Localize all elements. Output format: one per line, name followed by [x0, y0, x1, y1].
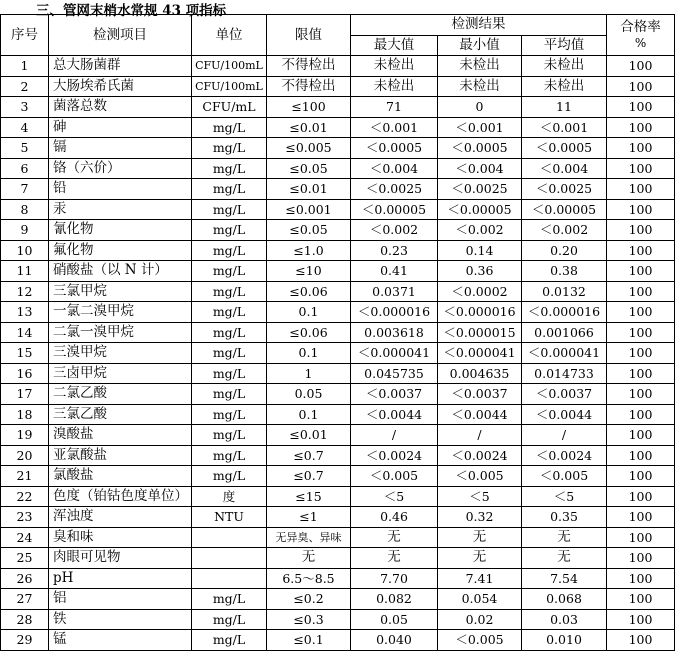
cell-item: 氰化物: [49, 220, 192, 241]
header-pass-rate-label: 合格率: [620, 19, 661, 35]
cell-max: ＜0.0044: [351, 404, 438, 425]
cell-seq: 9: [1, 220, 49, 241]
cell-max: ＜0.002: [351, 220, 438, 241]
cell-unit: mg/L: [192, 240, 267, 261]
cell-unit: mg/L: [192, 630, 267, 651]
cell-item: 铝: [49, 589, 192, 610]
cell-unit: mg/L: [192, 302, 267, 323]
cell-avg: ＜0.0025: [522, 179, 607, 200]
cell-limit: ≤0.01: [267, 425, 351, 446]
cell-min: ＜0.004: [438, 158, 522, 179]
cell-limit: 0.1: [267, 302, 351, 323]
cell-pass-rate: 100: [607, 199, 675, 220]
cell-seq: 26: [1, 568, 49, 589]
cell-item: 亚氯酸盐: [49, 445, 192, 466]
cell-seq: 5: [1, 138, 49, 159]
table-row: [1, 97, 675, 118]
cell-avg: 未检出: [522, 56, 607, 77]
cell-seq: 16: [1, 363, 49, 384]
cell-min: 未检出: [438, 76, 522, 97]
cell-avg: ＜0.002: [522, 220, 607, 241]
cell-avg: 0.068: [522, 589, 607, 610]
cell-item: 氟化物: [49, 240, 192, 261]
cell-limit: ≤0.05: [267, 220, 351, 241]
cell-unit: [192, 568, 267, 589]
cell-pass-rate: 100: [607, 138, 675, 159]
table-row: [1, 138, 675, 159]
cell-pass-rate: 100: [607, 220, 675, 241]
cell-avg: ＜5: [522, 486, 607, 507]
table-row: [1, 117, 675, 138]
cell-pass-rate: 100: [607, 158, 675, 179]
table-row: [1, 302, 675, 323]
cell-avg: 未检出: [522, 76, 607, 97]
header-result: 检测结果: [351, 15, 607, 36]
header-min: 最小值: [438, 35, 522, 56]
cell-pass-rate: 100: [607, 425, 675, 446]
cell-pass-rate: 100: [607, 343, 675, 364]
cell-max: ＜0.0037: [351, 384, 438, 405]
cell-avg: 0.010: [522, 630, 607, 651]
table-row: [1, 220, 675, 241]
cell-max: 7.70: [351, 568, 438, 589]
cell-limit: ≤0.06: [267, 322, 351, 343]
cell-limit: ≤0.001: [267, 199, 351, 220]
cell-unit: mg/L: [192, 425, 267, 446]
table-row: [1, 589, 675, 610]
table-row: [1, 76, 675, 97]
cell-unit: NTU: [192, 507, 267, 528]
cell-item: 臭和味: [49, 527, 192, 548]
cell-seq: 6: [1, 158, 49, 179]
cell-seq: 19: [1, 425, 49, 446]
cell-min: ＜0.0025: [438, 179, 522, 200]
cell-max: ＜0.0025: [351, 179, 438, 200]
header-seq: 序号: [1, 15, 49, 56]
cell-avg: ＜0.005: [522, 466, 607, 487]
cell-min: 0.02: [438, 609, 522, 630]
header-pass-rate: [607, 15, 675, 56]
cell-seq: 17: [1, 384, 49, 405]
cell-min: 0: [438, 97, 522, 118]
cell-limit: ≤0.2: [267, 589, 351, 610]
cell-unit: mg/L: [192, 158, 267, 179]
cell-pass-rate: 100: [607, 568, 675, 589]
cell-limit: ≤0.01: [267, 179, 351, 200]
table-row: [1, 179, 675, 200]
cell-min: ＜0.0024: [438, 445, 522, 466]
cell-max: 71: [351, 97, 438, 118]
cell-unit: [192, 548, 267, 569]
cell-item: 菌落总数: [49, 97, 192, 118]
cell-limit: ≤15: [267, 486, 351, 507]
cell-min: 未检出: [438, 56, 522, 77]
cell-min: ＜0.000015: [438, 322, 522, 343]
header-pass-rate-unit: %: [634, 36, 647, 50]
cell-seq: 29: [1, 630, 49, 651]
cell-pass-rate: 100: [607, 404, 675, 425]
cell-item: 铁: [49, 609, 192, 630]
cell-item: 浑浊度: [49, 507, 192, 528]
cell-avg: ＜0.00005: [522, 199, 607, 220]
cell-max: ＜0.005: [351, 466, 438, 487]
cell-avg: 无: [522, 548, 607, 569]
cell-item: 三氯甲烷: [49, 281, 192, 302]
table-body: [1, 56, 675, 651]
cell-pass-rate: 100: [607, 384, 675, 405]
cell-unit: mg/L: [192, 466, 267, 487]
cell-max: 0.46: [351, 507, 438, 528]
cell-avg: 0.20: [522, 240, 607, 261]
cell-seq: 11: [1, 261, 49, 282]
cell-unit: [192, 527, 267, 548]
table-row: [1, 404, 675, 425]
cell-avg: 0.0132: [522, 281, 607, 302]
cell-pass-rate: 100: [607, 302, 675, 323]
cell-seq: 3: [1, 97, 49, 118]
cell-pass-rate: 100: [607, 261, 675, 282]
table-row: [1, 261, 675, 282]
cell-unit: mg/L: [192, 343, 267, 364]
cell-avg: 0.001066: [522, 322, 607, 343]
cell-limit: 0.1: [267, 343, 351, 364]
cell-seq: 4: [1, 117, 49, 138]
cell-max: 0.0371: [351, 281, 438, 302]
cell-item: 砷: [49, 117, 192, 138]
table-row: [1, 486, 675, 507]
cell-unit: mg/L: [192, 220, 267, 241]
cell-max: ＜0.0005: [351, 138, 438, 159]
table-row: [1, 158, 675, 179]
cell-avg: 0.38: [522, 261, 607, 282]
cell-pass-rate: 100: [607, 322, 675, 343]
cell-unit: CFU/mL: [192, 97, 267, 118]
cell-min: ＜0.002: [438, 220, 522, 241]
cell-item: 色度（铂钴色度单位）: [49, 486, 192, 507]
header-unit: 单位: [192, 15, 267, 56]
cell-min: ＜0.0044: [438, 404, 522, 425]
cell-item: pH: [49, 568, 192, 589]
cell-seq: 28: [1, 609, 49, 630]
cell-pass-rate: 100: [607, 56, 675, 77]
cell-unit: 度: [192, 486, 267, 507]
cell-unit: mg/L: [192, 404, 267, 425]
cell-seq: 1: [1, 56, 49, 77]
cell-limit: ≤0.3: [267, 609, 351, 630]
cell-avg: 无: [522, 527, 607, 548]
cell-item: 溴酸盐: [49, 425, 192, 446]
cell-item: 二氯一溴甲烷: [49, 322, 192, 343]
cell-unit: mg/L: [192, 589, 267, 610]
cell-pass-rate: 100: [607, 630, 675, 651]
table-row: [1, 240, 675, 261]
cell-seq: 14: [1, 322, 49, 343]
cell-avg: ＜0.001: [522, 117, 607, 138]
cell-seq: 13: [1, 302, 49, 323]
cell-max: 0.040: [351, 630, 438, 651]
cell-avg: ＜0.0005: [522, 138, 607, 159]
cell-item: 肉眼可见物: [49, 548, 192, 569]
cell-unit: mg/L: [192, 138, 267, 159]
cell-min: 0.004635: [438, 363, 522, 384]
cell-min: 0.36: [438, 261, 522, 282]
cell-limit: ≤100: [267, 97, 351, 118]
cell-item: 大肠埃希氏菌: [49, 76, 192, 97]
cell-pass-rate: 100: [607, 76, 675, 97]
cell-min: 0.054: [438, 589, 522, 610]
table-row: [1, 445, 675, 466]
water-quality-table: [0, 14, 675, 651]
cell-limit: ≤1.0: [267, 240, 351, 261]
cell-seq: 25: [1, 548, 49, 569]
cell-pass-rate: 100: [607, 179, 675, 200]
cell-avg: 0.35: [522, 507, 607, 528]
cell-max: /: [351, 425, 438, 446]
cell-limit: 0.1: [267, 404, 351, 425]
cell-min: ＜0.001: [438, 117, 522, 138]
cell-max: 0.082: [351, 589, 438, 610]
cell-item: 三氯乙酸: [49, 404, 192, 425]
cell-pass-rate: 100: [607, 486, 675, 507]
cell-max: ＜5: [351, 486, 438, 507]
table-row: [1, 630, 675, 651]
cell-pass-rate: 100: [607, 117, 675, 138]
cell-avg: ＜0.000016: [522, 302, 607, 323]
cell-min: 0.14: [438, 240, 522, 261]
cell-pass-rate: 100: [607, 548, 675, 569]
cell-max: 0.003618: [351, 322, 438, 343]
cell-max: 0.045735: [351, 363, 438, 384]
cell-limit: ≤0.05: [267, 158, 351, 179]
cell-seq: 15: [1, 343, 49, 364]
cell-limit: ≤0.01: [267, 117, 351, 138]
cell-seq: 27: [1, 589, 49, 610]
cell-avg: ＜0.0037: [522, 384, 607, 405]
cell-max: 0.41: [351, 261, 438, 282]
cell-unit: CFU/100mL: [192, 56, 267, 77]
cell-item: 一氯二溴甲烷: [49, 302, 192, 323]
cell-limit: ≤0.1: [267, 630, 351, 651]
cell-unit: mg/L: [192, 609, 267, 630]
cell-max: ＜0.004: [351, 158, 438, 179]
cell-seq: 18: [1, 404, 49, 425]
cell-unit: mg/L: [192, 179, 267, 200]
cell-pass-rate: 100: [607, 466, 675, 487]
cell-min: ＜0.005: [438, 630, 522, 651]
table-row: [1, 322, 675, 343]
header-item: 检测项目: [49, 15, 192, 56]
cell-avg: /: [522, 425, 607, 446]
header-limit: 限值: [267, 15, 351, 56]
cell-pass-rate: 100: [607, 363, 675, 384]
cell-avg: ＜0.004: [522, 158, 607, 179]
cell-min: ＜0.000041: [438, 343, 522, 364]
cell-limit: ≤0.005: [267, 138, 351, 159]
cell-seq: 2: [1, 76, 49, 97]
cell-max: ＜0.001: [351, 117, 438, 138]
cell-limit: 6.5～8.5: [267, 568, 351, 589]
cell-pass-rate: 100: [607, 589, 675, 610]
cell-unit: CFU/100mL: [192, 76, 267, 97]
cell-pass-rate: 100: [607, 97, 675, 118]
cell-max: 未检出: [351, 56, 438, 77]
cell-seq: 24: [1, 527, 49, 548]
cell-seq: 20: [1, 445, 49, 466]
table-row: [1, 568, 675, 589]
table-row: [1, 363, 675, 384]
cell-item: 三溴甲烷: [49, 343, 192, 364]
cell-pass-rate: 100: [607, 527, 675, 548]
cell-limit: 不得检出: [267, 76, 351, 97]
table-title: 三、管网末梢水常规 43 项指标: [36, 3, 227, 19]
cell-item: 总大肠菌群: [49, 56, 192, 77]
cell-pass-rate: 100: [607, 609, 675, 630]
cell-min: ＜0.0002: [438, 281, 522, 302]
cell-limit: ≤0.7: [267, 466, 351, 487]
cell-pass-rate: 100: [607, 507, 675, 528]
cell-limit: 0.05: [267, 384, 351, 405]
cell-pass-rate: 100: [607, 281, 675, 302]
table-row: [1, 609, 675, 630]
cell-pass-rate: 100: [607, 445, 675, 466]
table-row: [1, 56, 675, 77]
table-row: [1, 199, 675, 220]
table-row: [1, 384, 675, 405]
cell-limit: 无异臭、异味: [267, 527, 351, 548]
cell-limit: ≤1: [267, 507, 351, 528]
cell-avg: 7.54: [522, 568, 607, 589]
table-row: [1, 425, 675, 446]
cell-unit: mg/L: [192, 117, 267, 138]
header-avg: 平均值: [522, 35, 607, 56]
cell-item: 硝酸盐（以 N 计）: [49, 261, 192, 282]
cell-min: 0.32: [438, 507, 522, 528]
cell-avg: ＜0.0024: [522, 445, 607, 466]
cell-seq: 21: [1, 466, 49, 487]
cell-unit: mg/L: [192, 384, 267, 405]
cell-avg: 11: [522, 97, 607, 118]
cell-min: 7.41: [438, 568, 522, 589]
cell-seq: 23: [1, 507, 49, 528]
cell-seq: 10: [1, 240, 49, 261]
cell-item: 镉: [49, 138, 192, 159]
cell-item: 铅: [49, 179, 192, 200]
cell-unit: mg/L: [192, 322, 267, 343]
cell-avg: 0.014733: [522, 363, 607, 384]
cell-min: ＜0.0037: [438, 384, 522, 405]
header-max: 最大值: [351, 35, 438, 56]
cell-max: ＜0.000041: [351, 343, 438, 364]
cell-item: 氯酸盐: [49, 466, 192, 487]
cell-max: 0.05: [351, 609, 438, 630]
table-row: [1, 466, 675, 487]
cell-limit: ≤0.06: [267, 281, 351, 302]
cell-limit: 不得检出: [267, 56, 351, 77]
cell-max: ＜0.00005: [351, 199, 438, 220]
cell-min: ＜5: [438, 486, 522, 507]
cell-unit: mg/L: [192, 363, 267, 384]
table-row: [1, 527, 675, 548]
cell-seq: 7: [1, 179, 49, 200]
cell-max: 未检出: [351, 76, 438, 97]
cell-unit: mg/L: [192, 199, 267, 220]
cell-seq: 12: [1, 281, 49, 302]
cell-min: ＜0.005: [438, 466, 522, 487]
table-row: [1, 343, 675, 364]
cell-item: 三卤甲烷: [49, 363, 192, 384]
cell-item: 锰: [49, 630, 192, 651]
cell-seq: 8: [1, 199, 49, 220]
cell-min: ＜0.000016: [438, 302, 522, 323]
table-row: [1, 507, 675, 528]
table-row: [1, 281, 675, 302]
cell-min: 无: [438, 527, 522, 548]
cell-min: ＜0.00005: [438, 199, 522, 220]
cell-min: 无: [438, 548, 522, 569]
cell-max: ＜0.0024: [351, 445, 438, 466]
cell-max: ＜0.000016: [351, 302, 438, 323]
cell-unit: mg/L: [192, 281, 267, 302]
cell-avg: ＜0.0044: [522, 404, 607, 425]
cell-max: 无: [351, 527, 438, 548]
cell-limit: ≤0.7: [267, 445, 351, 466]
cell-unit: mg/L: [192, 261, 267, 282]
cell-max: 0.23: [351, 240, 438, 261]
cell-avg: 0.03: [522, 609, 607, 630]
cell-max: 无: [351, 548, 438, 569]
cell-seq: 22: [1, 486, 49, 507]
table-row: [1, 548, 675, 569]
cell-item: 二氯乙酸: [49, 384, 192, 405]
cell-unit: mg/L: [192, 445, 267, 466]
cell-min: ＜0.0005: [438, 138, 522, 159]
cell-limit: ≤10: [267, 261, 351, 282]
cell-limit: 1: [267, 363, 351, 384]
cell-avg: ＜0.000041: [522, 343, 607, 364]
cell-pass-rate: 100: [607, 240, 675, 261]
cell-item: 汞: [49, 199, 192, 220]
cell-item: 铬（六价）: [49, 158, 192, 179]
cell-limit: 无: [267, 548, 351, 569]
cell-min: /: [438, 425, 522, 446]
